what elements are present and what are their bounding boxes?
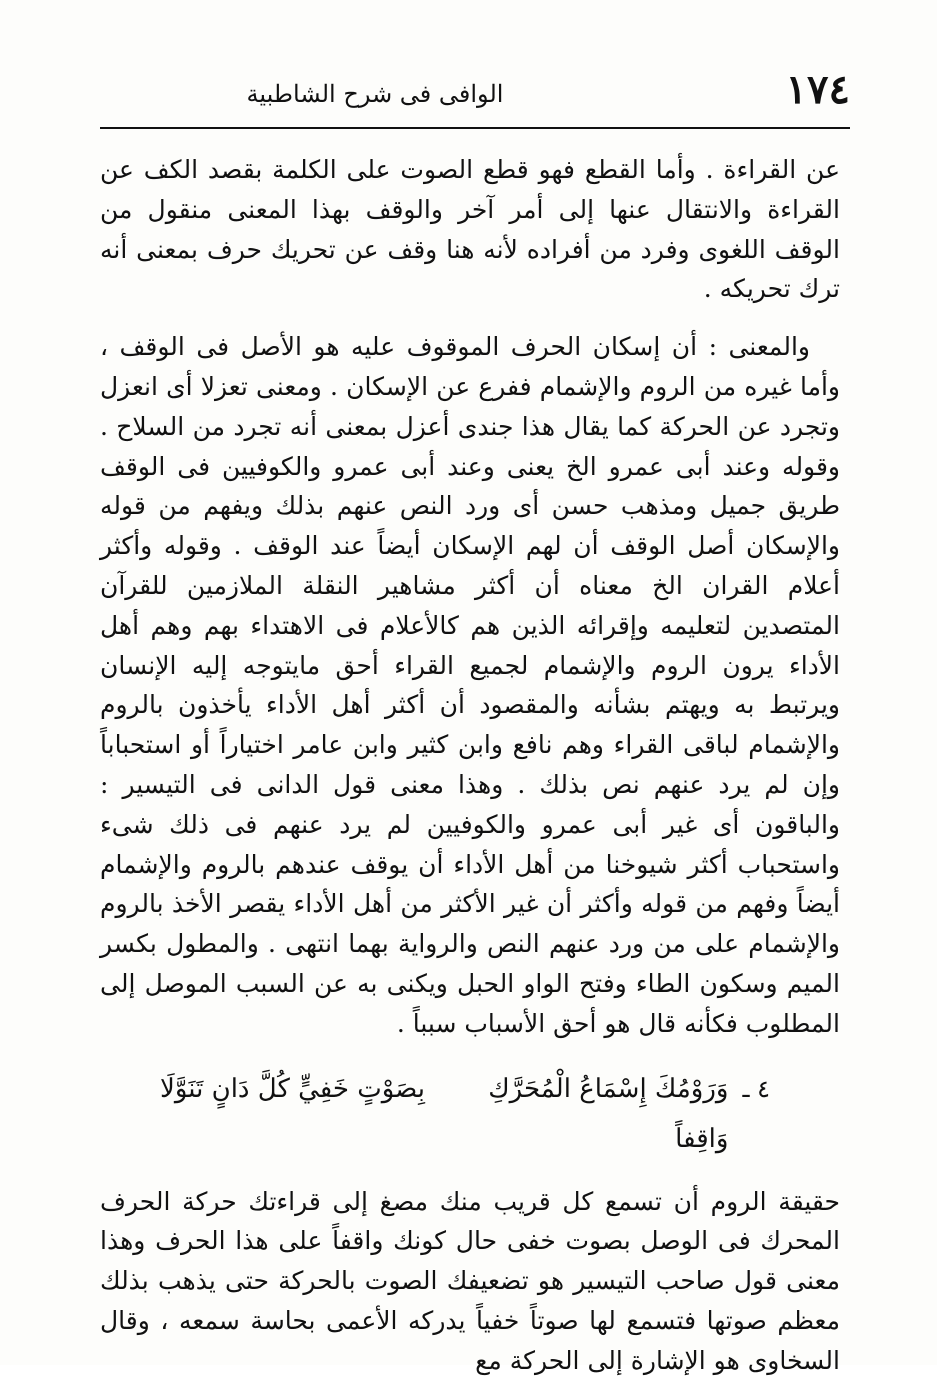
verse-first-hemistich: وَرَوْمُكَ إِسْمَاعُ الْمُحَرَّكِ وَاقِفاً (488, 1073, 729, 1154)
body-text (100, 150, 840, 1381)
commentary-paragraph: حقيقة الروم أن تسمع كل قريب منك مصغ إلى قراءتك حركة الحرف المحرك فى الوصل بصوت خفى حال كونك واقفاً على هذا الحرف وهذا معنى قول صاحب التيسير هو تضعيفك الصوت بالحركة حتى يذهب بذلك معظم صوتها فتسمع لها صوتاً خفياً يدركه الأعمى بحاسة سمعه ، وقال السخاوى هو الإشارة إلى الحركة مع (100, 1186, 840, 1375)
verse-line (100, 1064, 840, 1164)
verse-second-hemistich: بِصَوْتٍ خَفِيٍّ كُلَّ دَانٍ تَنَوَّلَا (160, 1073, 425, 1104)
page-number: ١٧٤ (785, 66, 850, 113)
paragraph-1: عن القراءة . وأما القطع فهو قطع الصوت على الكلمة بقصد الكف عن القراءة والانتقال عنها إلى أمر آخر والوقف بهذا المعنى منقول من الوقف اللغوى وفرد من أفراده لأنه هنا وقف عن تحريك حرف بمعنى أنه ترك تحريكه . (100, 155, 840, 304)
paragraph-2: والمعنى : أن إسكان الحرف الموقوف عليه هو الأصل فى الوقف ، وأما غيره من الروم والإشمام ففرع عن الإسكان . ومعنى تعزلا أى انعزل وتجرد عن الحركة كما يقال هذا جندى أعزل بمعنى أنه تجرد من السلاح . وقوله وعند أبى عمرو الخ يعنى وعند أبى عمرو والكوفيين فى الوقف طريق جميل ومذهب حسن أى ورد النص عنهم بذلك ويفهم من قوله والإسكان أصل الوقف أن لهم الإسكان أيضاً عند الوقف . وقوله وأكثر أعلام القران الخ معناه أن أكثر مشاهير النقلة الملازمين للقرآن المتصدين لتعليمه وإقرائه الذين هم كالأعلام فى الاهتداء بهم وهم أهل الأداء يرون الروم والإشمام لجميع القراء أحق مايتوجه إليه الإنسان ويرتبط به ويهتم بشأنه والمقصود أن أكثر أهل الأداء يأخذون بالروم والإشمام لباقى القراء وهم نافع وابن كثير وابن عامر اختياراً أو استحباباً وإن لم يرد عنهم نص بذلك . وهذا معنى قول الدانى فى التيسير : والباقون أى غير أبى عمرو والكوفيين لم يرد عنهم فى ذلك شىء واستحباب أكثر شيوخنا من أهل الأداء أن يوقف عندهم بالروم والإشمام أيضاً وفهم من قوله وأكثر أن غير الأكثر من أهل الأداء يقصر الأخذ بالروم والإشمام على من ورد عنهم النص والرواية بهما انتهى . والمطول بكسر الميم وسكون الطاء وفتح الواو الحبل ويكنى به عن السبب الموصل إلى المطلوب فكأنه قال هو أحق الأسباب سبباً . (100, 332, 840, 1038)
running-title: الوافى فى شرح الشاطبية (246, 80, 504, 108)
verse-number: ٤ ـ (742, 1074, 770, 1103)
header-rule (100, 127, 850, 129)
page-header (100, 62, 850, 122)
